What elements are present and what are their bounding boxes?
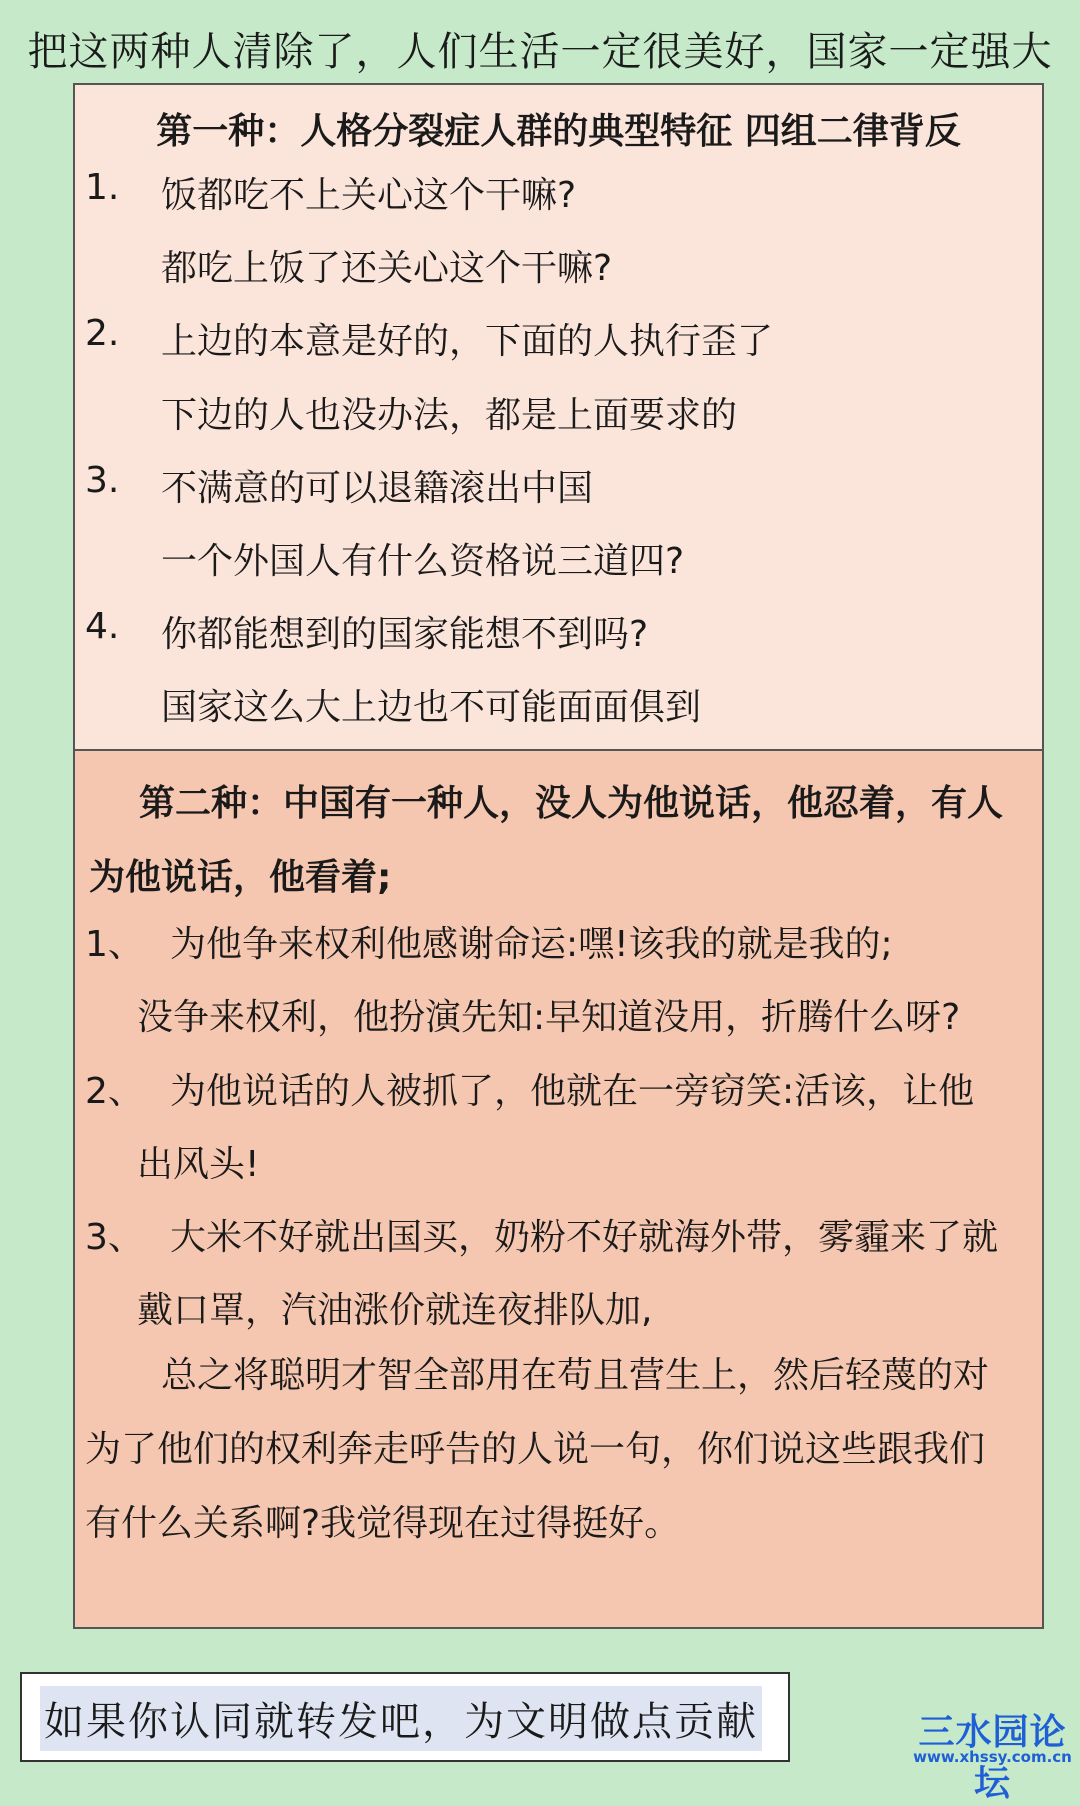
logo-name: 三水园论坛 bbox=[918, 1712, 1067, 1804]
s1-item-4-line-a: 你都能想到的国家能想不到吗? bbox=[161, 614, 649, 655]
headline: 把这两种人清除了，人们生活一定很美好，国家一定强大 bbox=[27, 29, 1053, 75]
s2-item-2-number: 2、 bbox=[85, 1071, 144, 1112]
s1-item-4-number: 4. bbox=[85, 606, 120, 647]
s2-item-2-line-a: 为他说话的人被抓了，他就在一旁窃笑:活该，让他 bbox=[170, 1071, 975, 1112]
s1-item-3-line-b: 一个外国人有什么资格说三道四? bbox=[161, 541, 685, 582]
footer-box bbox=[20, 1672, 790, 1762]
s1-item-2-line-b: 下边的人也没办法，都是上面要求的 bbox=[161, 395, 738, 436]
s2-item-1-number: 1、 bbox=[85, 924, 144, 965]
s2-item-3-number: 3、 bbox=[85, 1217, 144, 1258]
s2-item-1-line-b: 没争来权利，他扮演先知:早知道没用，折腾什么呀? bbox=[137, 997, 961, 1038]
section-one-title: 第一种：人格分裂症人群的典型特征 四组二律背反 bbox=[156, 111, 961, 152]
s1-item-1-line-b: 都吃上饭了还关心这个干嘛? bbox=[161, 248, 613, 289]
s1-item-2-number: 2. bbox=[85, 313, 120, 354]
section-two-box bbox=[73, 749, 1044, 1629]
forum-logo bbox=[910, 1704, 1075, 1804]
s2-item-1-line-a: 为他争来权利他感谢命运:嘿!该我的就是我的; bbox=[170, 924, 893, 965]
section-one-box bbox=[73, 83, 1044, 751]
s2-item-3-line-a: 大米不好就出国买，奶粉不好就海外带，雾霾来了就 bbox=[170, 1217, 999, 1258]
s1-item-1-number: 1. bbox=[85, 167, 120, 208]
s1-item-1-line-a: 饭都吃不上关心这个干嘛? bbox=[161, 175, 577, 216]
s1-item-3-line-a: 不满意的可以退籍滚出中国 bbox=[161, 468, 594, 509]
s1-item-4-line-b: 国家这么大上边也不可能面面俱到 bbox=[161, 687, 702, 728]
footer-text: 如果你认同就转发吧，为文明做点贡献 bbox=[40, 1686, 762, 1751]
s1-item-2-line-a: 上边的本意是好的，下面的人执行歪了 bbox=[161, 321, 774, 362]
s1-item-3-number: 3. bbox=[85, 460, 120, 501]
section-two-title: 第二种：中国有一种人，没人为他说话，他忍着，有人为他说话，他看着; bbox=[89, 783, 1004, 898]
s2-item-3-line-b: 戴口罩，汽油涨价就连夜排队加, bbox=[137, 1290, 653, 1331]
logo-url: www.xhssy.com.cn bbox=[913, 1748, 1072, 1766]
s2-conclusion: 总之将聪明才智全部用在苟且营生上，然后轻蔑的对为了他们的权利奔走呼告的人说一句，你们说这些跟我们有什么关系啊?我觉得现在过得挺好。 bbox=[85, 1355, 990, 1544]
s2-item-2-line-b: 出风头! bbox=[137, 1144, 260, 1185]
